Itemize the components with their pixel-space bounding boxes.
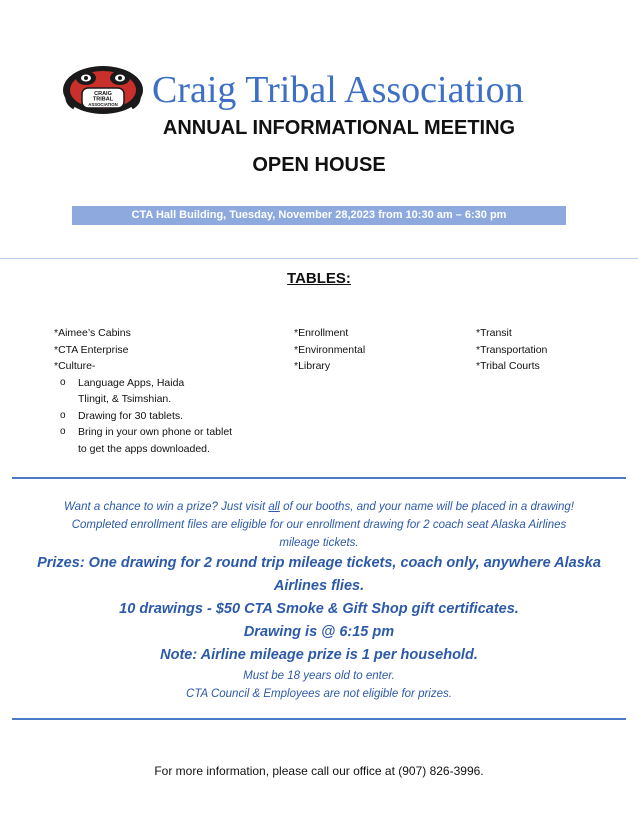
table-item: *Library <box>294 360 331 372</box>
cta-logo <box>60 62 146 116</box>
prize-line: Airlines flies. <box>273 578 365 594</box>
age-requirement: Must be 18 years old to enter. <box>243 670 395 682</box>
sub-list-text: Tlingit, & Tsimshian. <box>78 393 172 405</box>
meeting-title: ANNUAL INFORMATIONAL MEETING <box>162 117 516 139</box>
prize-intro-text: Want a chance to win a prize? Just visit <box>64 501 269 513</box>
divider <box>12 477 626 479</box>
sub-list-item <box>76 375 284 408</box>
culture-sub-list <box>54 375 284 458</box>
table-item: *CTA Enterprise <box>54 343 129 356</box>
tables-heading: TABLES: <box>287 270 351 287</box>
prize-line: Prizes: One drawing for 2 round trip mileage tickets, coach only, anywhere Alaska <box>37 555 601 571</box>
table-item: *Tribal Courts <box>476 360 540 372</box>
table-item: *Transit <box>476 327 512 339</box>
prize-intro <box>12 498 626 516</box>
sub-list-text: Drawing for 30 tablets. <box>78 409 184 422</box>
prize-information <box>12 498 626 703</box>
sub-list-item <box>76 424 284 457</box>
enrollment-drawing-note: mileage tickets. <box>279 537 359 549</box>
table-item: *Environmental <box>294 343 366 356</box>
organization-name: Craig Tribal Association <box>152 69 524 111</box>
sub-list-text: Bring in your own phone or tablet <box>78 426 233 438</box>
table-item: *Aimee’s Cabins <box>54 327 131 339</box>
sub-list-text: to get the apps downloaded. <box>78 442 210 455</box>
svg-text:ASSOCIATION: ASSOCIATION <box>88 102 118 107</box>
tables-column-1 <box>54 325 284 457</box>
drawing-time: Drawing is @ 6:15 pm <box>243 624 395 640</box>
svg-text:CRAIG: CRAIG <box>94 91 112 97</box>
contact-info: For more information, please call our office at (907) 826-3996. <box>154 764 484 778</box>
prize-line: 10 drawings - $50 CTA Smoke & Gift Shop gift certificates. <box>119 601 519 617</box>
prize-note: Note: Airline mileage prize is 1 per household. <box>160 647 478 663</box>
open-house-heading: OPEN HOUSE <box>252 154 386 176</box>
svg-text:TRIBAL: TRIBAL <box>92 96 114 103</box>
table-item: *Enrollment <box>294 327 349 339</box>
table-item: *Culture- <box>54 360 96 372</box>
divider <box>12 718 626 720</box>
eligibility-note: CTA Council & Employees are not eligible for prizes. <box>186 688 452 700</box>
enrollment-drawing-note: Completed enrollment files are eligible for our enrollment drawing for 2 coach seat Alaska Airlines <box>71 519 567 531</box>
table-item: *Transportation <box>476 343 548 356</box>
tables-column-2 <box>294 325 464 375</box>
divider <box>0 258 638 259</box>
prize-intro-text: of our booths, and your name will be placed in a drawing! <box>279 501 574 513</box>
sub-list-item <box>76 408 284 425</box>
sub-list-text: Language Apps, Haida <box>78 376 185 389</box>
event-details-banner: CTA Hall Building, Tuesday, November 28,2023 from 10:30 am – 6:30 pm <box>72 206 566 225</box>
tables-column-3 <box>476 325 626 375</box>
emphasis-all: all <box>268 501 280 513</box>
